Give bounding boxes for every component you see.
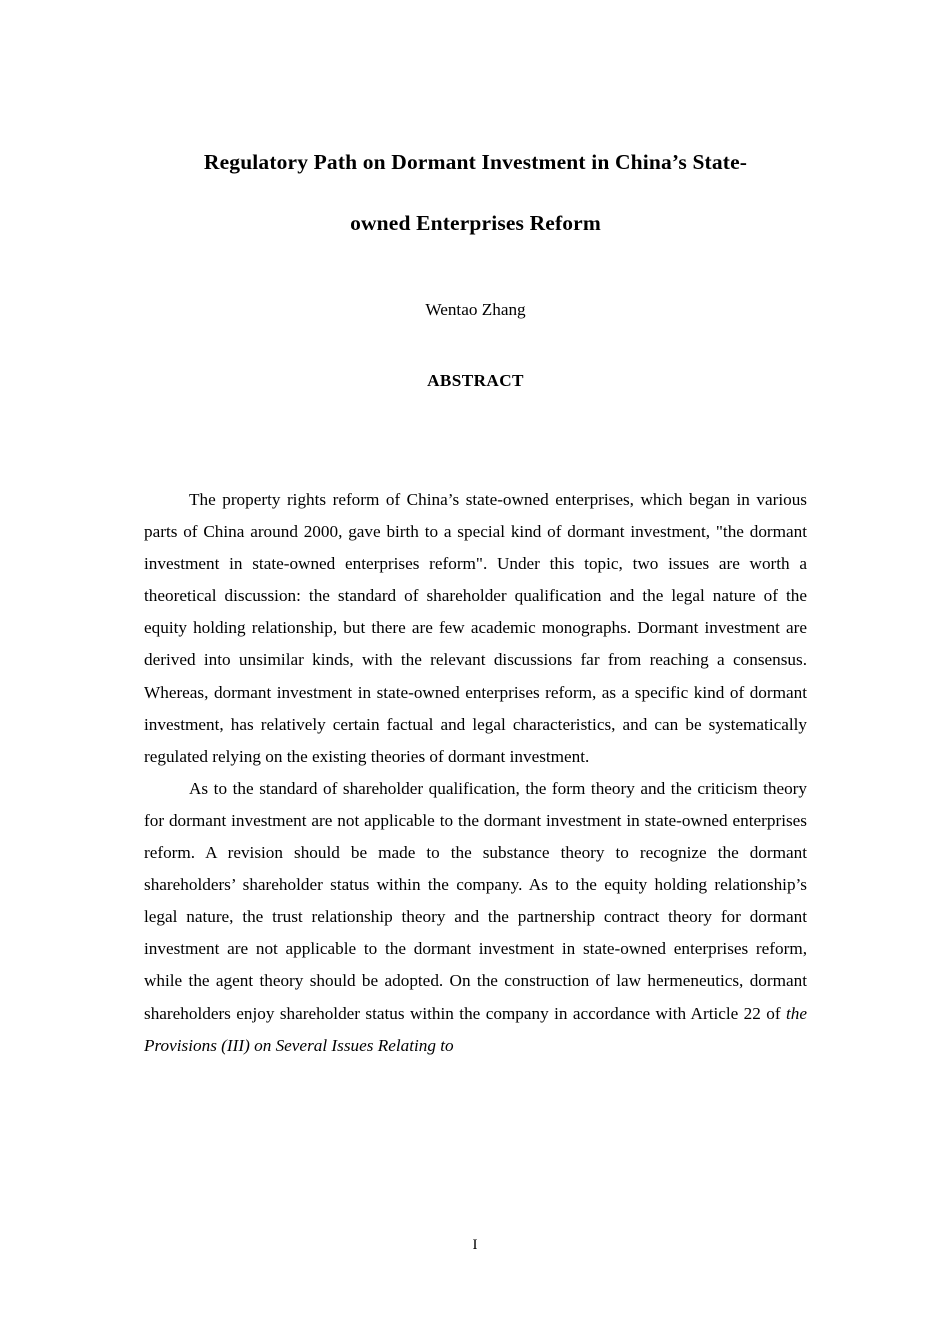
abstract-paragraph-2 (144, 773, 807, 1062)
page-number: I (472, 1237, 478, 1253)
page-title (144, 0, 807, 254)
page-title-line-1: Regulatory Path on Dormant Investment in China’s State- (203, 150, 748, 174)
italic-citation-title: the Provisions (III) on Several Issues Relating to (144, 1003, 807, 1055)
author-name: Wentao Zhang (425, 300, 526, 319)
abstract-body (144, 392, 807, 1062)
abstract-paragraph-2-text: As to the standard of shareholder qualification, the form theory and the criticism theory for dormant investment are not applicable to the dormant investment in state-owned enterprises reform. A revision should be made to the substance theory to recognize the dormant shareholders’ shareholder status within the company. As to the equity holding relationship’s legal nature, the trust relationship theory and the partnership contract theory for dormant investment are not applicable to the dormant investment in state-owned enterprises reform, while the agent theory should be adopted. On the construction of law hermeneutics, dormant shareholders enjoy shareholder status within the company in accordance with Article 22 of (144, 778, 807, 1023)
page-title-line-2: owned Enterprises Reform (350, 211, 601, 235)
page-content (144, 0, 807, 1062)
abstract-heading: ABSTRACT (427, 371, 524, 390)
abstract-paragraph-1: The property rights reform of China’s state-owned enterprises, which began in various parts of China around 2000, gave birth to a special kind of dormant investment, "the dormant investment in state-owned enterprises reform". Under this topic, two issues are worth a theoretical discussion: the standard of shareholder qualification and the legal nature of the equity holding relationship, but there are few academic monographs. Dormant investment are derived into unsimilar kinds, with the relevant discussions far from reaching a consensus. Whereas, dormant investment in state-owned enterprises reform, as a specific kind of dormant investment, has relatively certain factual and legal characteristics, and can be systematically regulated relying on the existing theories of dormant investment. (144, 490, 807, 766)
